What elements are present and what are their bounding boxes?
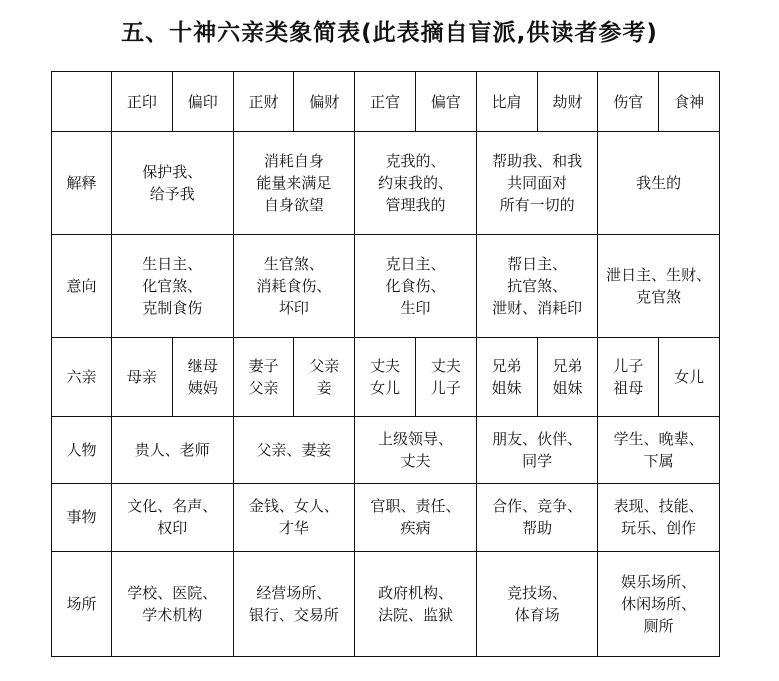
table-cell: 父亲 妾 [294, 337, 355, 416]
header-cell: 偏官 [415, 72, 476, 132]
table-cell: 经营场所、 银行、交易所 [233, 551, 355, 656]
header-cell: 伤官 [598, 72, 659, 132]
table-cell: 生日主、 化官煞、 克制食伤 [112, 235, 234, 337]
header-cell: 食神 [659, 72, 720, 132]
table-cell: 父亲、妻妾 [233, 416, 355, 483]
row-label: 意向 [52, 235, 112, 337]
table-cell: 克我的、 约束我的、 管理我的 [355, 132, 477, 235]
table-cell: 学生、晚辈、 下属 [598, 416, 720, 483]
table-cell: 贵人、老师 [112, 416, 234, 483]
header-cell: 偏印 [172, 72, 233, 132]
table-cell: 竞技场、 体育场 [476, 551, 598, 656]
table-cell: 丈夫 儿子 [415, 337, 476, 416]
table-cell: 泄日主、生财、 克官煞 [598, 235, 720, 337]
table-cell: 帮助我、和我 共同面对 所有一切的 [476, 132, 598, 235]
table-cell: 女儿 [659, 337, 720, 416]
table-cell: 表现、技能、 玩乐、创作 [598, 484, 720, 551]
table-cell: 消耗自身 能量来满足 自身欲望 [233, 132, 355, 235]
table-cell: 兄弟 姐妹 [476, 337, 537, 416]
table-cell: 兄弟 姐妹 [537, 337, 598, 416]
row-label: 解释 [52, 132, 112, 235]
table-cell: 朋友、伙伴、 同学 [476, 416, 598, 483]
table-cell: 上级领导、 丈夫 [355, 416, 477, 483]
table-cell: 娱乐场所、 休闲场所、 厕所 [598, 551, 720, 656]
corner-cell [52, 72, 112, 132]
row-renwu [52, 416, 720, 483]
header-cell: 劫财 [537, 72, 598, 132]
table-cell: 学校、医院、 学术机构 [112, 551, 234, 656]
table-cell: 我生的 [598, 132, 720, 235]
table-cell: 儿子 祖母 [598, 337, 659, 416]
table-title: 五、十神六亲类象简表(此表摘自盲派,供读者参考) [121, 20, 658, 46]
row-label: 事物 [52, 484, 112, 551]
table-cell: 官职、责任、 疾病 [355, 484, 477, 551]
header-cell: 正官 [355, 72, 416, 132]
row-yixiang [52, 235, 720, 337]
table-cell: 生官煞、 消耗食伤、 坏印 [233, 235, 355, 337]
header-cell: 偏财 [294, 72, 355, 132]
table-cell: 文化、名声、 权印 [112, 484, 234, 551]
table-cell: 金钱、女人、 才华 [233, 484, 355, 551]
table-cell: 克日主、 化食伤、 生印 [355, 235, 477, 337]
table-cell: 保护我、 给予我 [112, 132, 234, 235]
row-label: 场所 [52, 551, 112, 656]
table-cell: 妻子 父亲 [233, 337, 294, 416]
table-cell: 合作、竞争、 帮助 [476, 484, 598, 551]
row-changsuo [52, 551, 720, 656]
ten-gods-table [51, 71, 720, 657]
header-cell: 比肩 [476, 72, 537, 132]
row-label: 六亲 [52, 337, 112, 416]
row-shiwu [52, 484, 720, 551]
row-jieshi [52, 132, 720, 235]
table-cell: 继母 姨妈 [172, 337, 233, 416]
header-cell: 正财 [233, 72, 294, 132]
row-liuqin [52, 337, 720, 416]
table-cell: 政府机构、 法院、监狱 [355, 551, 477, 656]
row-label: 人物 [52, 416, 112, 483]
table-cell: 母亲 [112, 337, 173, 416]
table-cell: 帮日主、 抗官煞、 泄财、消耗印 [476, 235, 598, 337]
header-row [52, 72, 720, 132]
table-cell: 丈夫 女儿 [355, 337, 416, 416]
header-cell: 正印 [112, 72, 173, 132]
